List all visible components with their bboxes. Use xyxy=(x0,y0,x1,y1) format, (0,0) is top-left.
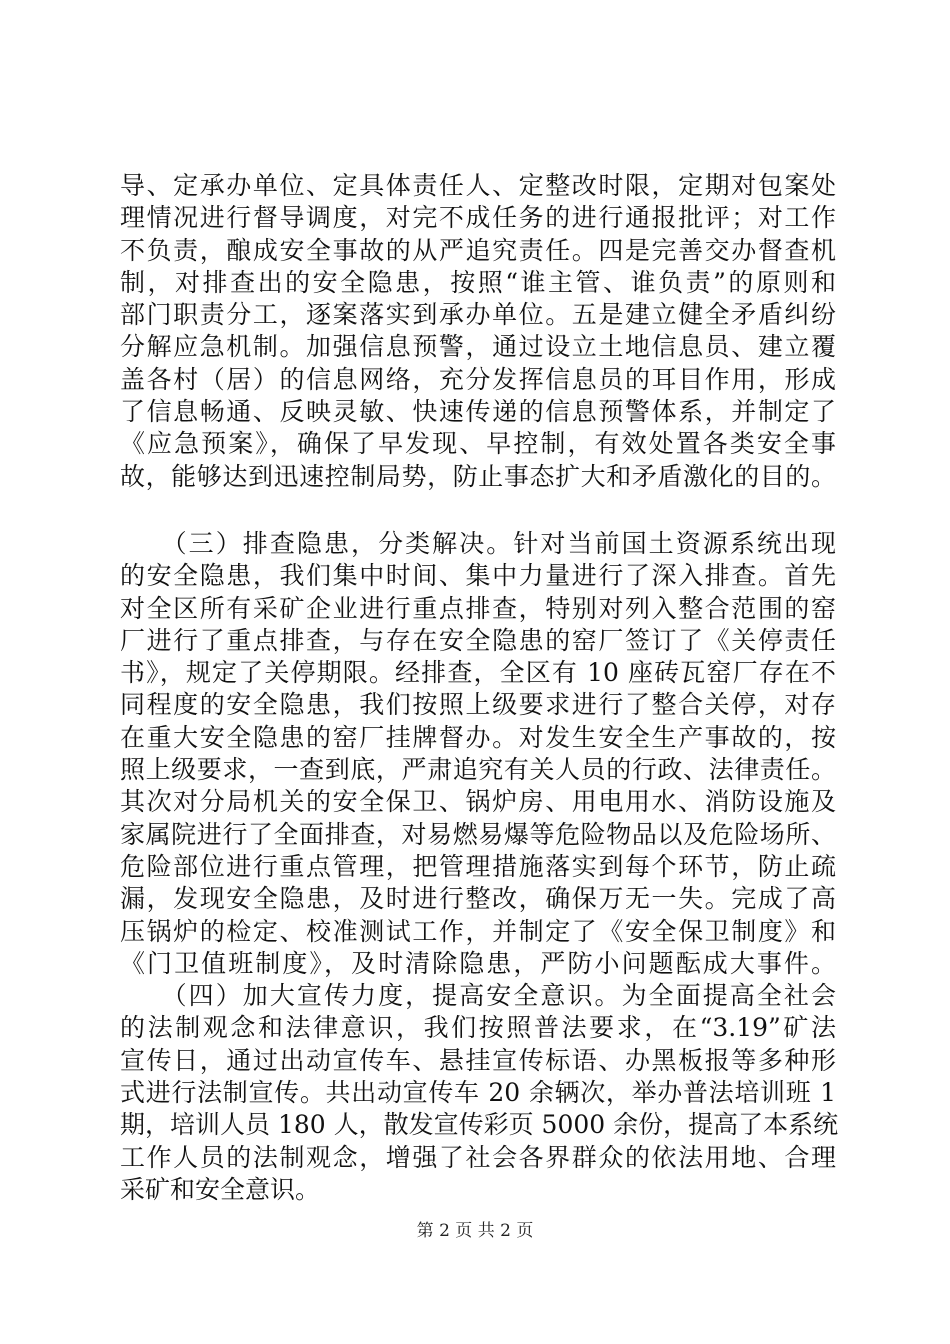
text-line: 部门职责分工，逐案落实到承办单位。五是建立健全矛盾纠纷 xyxy=(120,300,836,330)
text-line: 漏，发现安全隐患，及时进行整改，确保万无一失。完成了高 xyxy=(120,884,836,914)
text-line: 理情况进行督导调度，对完不成任务的进行通报批评；对工作 xyxy=(120,203,836,233)
text-line: 分解应急机制。加强信息预警，通过设立土地信息员、建立覆 xyxy=(120,332,836,362)
text-line: 书》，规定了关停期限。经排查，全区有 10 座砖瓦窑厂存在不 xyxy=(120,658,836,688)
text-line: 的安全隐患，我们集中时间、集中力量进行了深入排查。首先 xyxy=(120,561,836,591)
text-line: 导、定承办单位、定具体责任人、定整改时限，定期对包案处 xyxy=(120,171,836,200)
paragraph-2 xyxy=(120,528,836,980)
text-line: 同程度的安全隐患，我们按照上级要求进行了整合关停，对存 xyxy=(120,690,836,720)
text-line: 在重大安全隐患的窑厂挂牌督办。对发生安全生产事故的，按 xyxy=(120,722,836,752)
text-line: 的法制观念和法律意识，我们按照普法要求，在“3.19”矿法 xyxy=(120,1013,836,1043)
text-line: 宣传日，通过出动宣传车、悬挂宣传标语、办黑板报等多种形 xyxy=(120,1045,836,1075)
text-line: 故，能够达到迅速控制局势，防止事态扩大和矛盾激化的目的。 xyxy=(120,461,836,491)
text-line: 制，对排查出的安全隐患，按照“谁主管、谁负责”的原则和 xyxy=(120,267,836,297)
page-footer xyxy=(0,1216,950,1241)
paragraph-1 xyxy=(120,170,836,493)
paragraph-gap xyxy=(120,493,836,528)
text-line: 《门卫值班制度》，及时清除隐患，严防小问题酝成大事件。 xyxy=(120,948,836,978)
text-line: （三）排查隐患，分类解决。针对当前国土资源系统出现 xyxy=(120,528,836,558)
text-line: 了信息畅通、反映灵敏、快速传递的信息预警体系，并制定了 xyxy=(120,397,836,427)
text-line: 工作人员的法制观念，增强了社会各界群众的依法用地、合理 xyxy=(120,1142,836,1172)
text-line: 家属院进行了全面排查，对易燃易爆等危险物品以及危险场所、 xyxy=(120,819,836,849)
text-line: 《应急预案》，确保了早发现、早控制，有效处置各类安全事 xyxy=(120,429,836,459)
text-line: （四）加大宣传力度，提高安全意识。为全面提高全社会 xyxy=(120,981,836,1011)
text-line: 不负责，酿成安全事故的从严追究责任。四是完善交办督查机 xyxy=(120,235,836,265)
text-line: 对全区所有采矿企业进行重点排查，特别对列入整合范围的窑 xyxy=(120,593,836,623)
paragraph-3 xyxy=(120,980,839,1206)
text-line: 危险部位进行重点管理，把管理措施落实到每个环节，防止疏 xyxy=(120,851,836,881)
text-line: 盖各村（居）的信息网络，充分发挥信息员的耳目作用，形成 xyxy=(120,364,836,394)
text-line: 照上级要求，一查到底，严肃追究有关人员的行政、法律责任。 xyxy=(120,755,836,785)
document-body xyxy=(120,170,839,1206)
text-line: 其次对分局机关的安全保卫、锅炉房、用电用水、消防设施及 xyxy=(120,787,836,817)
text-line: 压锅炉的检定、校准测试工作，并制定了《安全保卫制度》和 xyxy=(120,916,836,946)
text-line: 厂进行了重点排查，与存在安全隐患的窑厂签订了《关停责任 xyxy=(120,625,836,655)
text-line: 式进行法制宣传。共出动宣传车 20 余辆次，举办普法培训班 1 xyxy=(120,1078,836,1108)
text-line: 采矿和安全意识。 xyxy=(120,1174,321,1204)
page-number: 第 2 页 共 2 页 xyxy=(416,1221,534,1241)
text-line: 期，培训人员 180 人，散发宣传彩页 5000 余份，提高了本系统 xyxy=(120,1110,839,1140)
